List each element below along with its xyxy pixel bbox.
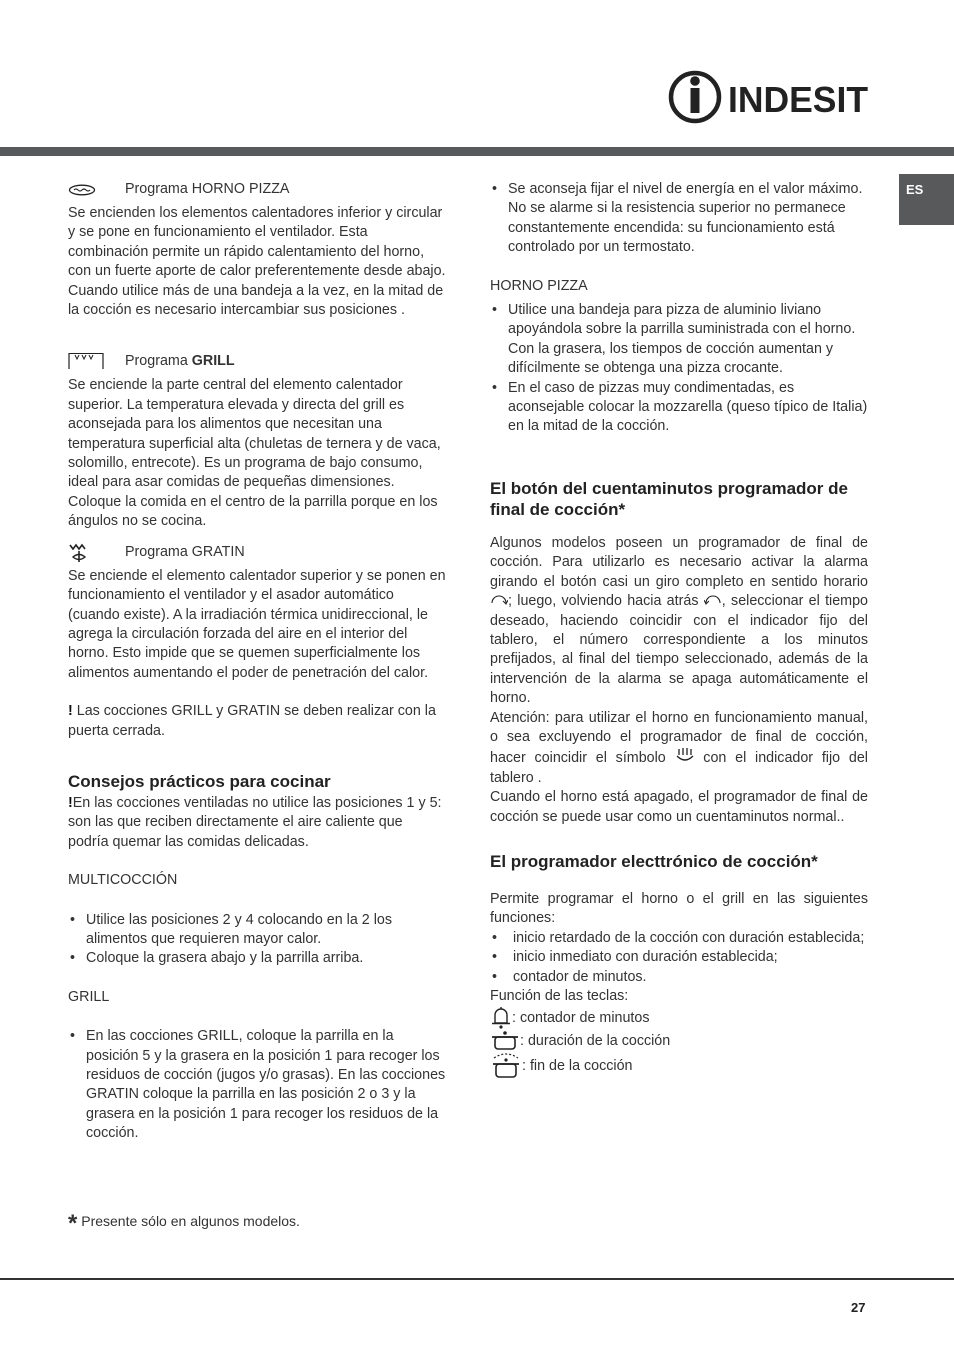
header-bar <box>0 147 954 156</box>
footer-rule <box>0 1278 954 1280</box>
brand-text: INDESIT <box>728 79 869 120</box>
electronic-title: El programador electtrónico de cocción* <box>490 851 818 871</box>
program-prefix: Programa <box>125 181 188 198</box>
pizza-tips-title: HORNO PIZZA <box>490 277 588 294</box>
footnote: * Presente sólo en algunos modelos. <box>68 1210 300 1237</box>
language-tab: ES <box>899 174 954 225</box>
list-item: • Utilice una bandeja para pizza de aluminio liviano apoyándola sobre la parrilla suministrada con el horno. Con la grasera, los tiempos de cocción aumentan y difícilmente se obtenga una pizza crocante. <box>490 301 868 379</box>
program-prefix: Programa <box>125 352 188 369</box>
program-pizza-heading <box>68 180 446 200</box>
warning-mark: ! <box>68 794 73 811</box>
program-gratin-heading <box>68 543 446 563</box>
grill-icon <box>68 352 125 370</box>
timer-paragraph-2: Atención: para utilizar el horno en funcionamiento manual, o sea excluyendo el programador de final de cocción, hacer coincidir el símbolo con el indicador fijo del tablero . <box>490 709 868 786</box>
multi-title: MULTICOCCIÓN <box>68 872 178 889</box>
list-item: • contador de minutos. <box>490 968 868 987</box>
warning-mark: ! <box>68 703 73 720</box>
electronic-list <box>490 929 868 987</box>
list-item: • Coloque la grasera abajo y la parrilla arriba. <box>68 949 446 968</box>
grill-tips-list <box>68 1027 446 1143</box>
rotate-counterclockwise-icon <box>704 593 722 608</box>
timer-title: El botón del cuentaminutos programador de final de cocción* <box>490 478 848 519</box>
keys-title: Función de las teclas: <box>490 988 629 1004</box>
pizza-icon <box>68 184 125 196</box>
left-column <box>68 180 446 1144</box>
multi-list <box>68 911 446 969</box>
key-row-timer: : contador de minutos <box>490 1006 868 1030</box>
manual-hand-icon <box>675 747 695 765</box>
pizza-description: Se encienden los elementos calentadores inferior y circular y se pone en funcionamiento el ventilador. Esta combinación permite un rápido calentamiento del horno, con un fuerte aporte de calor preferentemente desde abajo. Cuando utilice más de una bandeja a la vez, en la mitad de la cocción es necesario intercambiar sus posiciones . <box>68 205 446 319</box>
list-item: • Se aconseja fijar el nivel de energía en el valor máximo. No se alarme si la resistencia superior no permanece constantemente encendida: su funcionamiento está controlado por un termostato. <box>490 180 868 258</box>
key-row-end: : fin de la cocción <box>490 1052 868 1080</box>
grill-description: Se enciende la parte central del elemento calentador superior. La temperatura elevada y directa del grill es aconsejada para los alimentos que necesitan una temperatura superficial alta (chuletas de ternera y de vaca, solomillo, entrecote). Es un programa de bajo consumo, ideal para asar comidas de pequeñas dimensiones. Coloque la comida en el centro de la parrilla porque en los ángulos no se cocina. <box>68 377 441 530</box>
program-name: GRILL <box>191 352 235 369</box>
consejos-text: !En las cocciones ventiladas no utilice las posiciones 1 y 5: son las que reciben directamente el aire caliente que podría quemar las comidas delicadas. <box>68 794 442 850</box>
electronic-body <box>490 890 868 1080</box>
pot-end-icon <box>490 1052 522 1080</box>
rotate-clockwise-icon <box>490 593 508 608</box>
list-item: • inicio inmediato con duración establecida; <box>490 948 868 967</box>
bell-icon <box>490 1006 512 1030</box>
list-item: • En el caso de pizzas muy condimentadas, es aconsejable colocar la mozzarella (queso típico de Italia) en la mitad de la cocción. <box>490 379 868 437</box>
energy-list <box>490 180 868 258</box>
page-number: 27 <box>851 1300 866 1315</box>
program-prefix: Programa <box>125 543 188 560</box>
door-warning: ! Las cocciones GRILL y GRATIN se deben realizar con la puerta cerrada. <box>68 703 436 739</box>
grill-tips-title: GRILL <box>68 988 110 1005</box>
right-column <box>490 180 868 1080</box>
timer-body <box>490 534 868 827</box>
timer-paragraph-1: Algunos modelos poseen un programador de final de cocción. Para utilizarlo es necesario activar la alarma girando el botón casi un giro completo en sentido horario ; luego, volviendo hacia atrás , seleccionar el tiempo deseado, haciendo coincidir con el indicador fijo del tablero, el número correspondiente a los minutos prefijados, al final del tiempo seleccionado, además de la intervención de la alarma se apaga automáticamente el horno. <box>490 534 868 707</box>
list-item: • inicio retardado de la cocción con duración establecida; <box>490 929 868 948</box>
footnote-star: * <box>68 1210 78 1237</box>
gratin-description: Se enciende el elemento calentador superior y se ponen en funcionamiento el ventilador y el asador automático (cuando existe). A la irradiación térmica unidireccional, le agrega la circulación forzada del aire en el interior del horno. Esto impide que se quemen superficialmente los alimentos aumentando el poder de penetración del calor. <box>68 567 446 681</box>
indesit-logo <box>668 68 873 126</box>
timer-paragraph-3: Cuando el horno está apagado, el programador de final de cocción se puede usar como un cuentaminutos normal.. <box>490 789 868 825</box>
list-item: • Utilice las posiciones 2 y 4 colocando en la 2 los alimentos que requieren mayor calor. <box>68 911 446 950</box>
cooking-pot-icon <box>490 1030 520 1052</box>
electronic-intro: Permite programar el horno o el grill en las siguientes funciones: <box>490 890 868 927</box>
list-item: • En las cocciones GRILL, coloque la parrilla en la posición 5 y la grasera en la posición 1 para recoger los residuos de cocción (jugos y/o grasas). En las cocciones GRATIN coloque la parrilla en las posición 2 o 3 y la grasera en la posición 1 para recoger los residuos de la cocción. <box>68 1027 446 1143</box>
consejos-title: Consejos prácticos para cocinar <box>68 771 331 791</box>
key-row-duration: : duración de la cocción <box>490 1030 868 1052</box>
program-grill-heading <box>68 351 446 371</box>
gratin-icon <box>68 543 125 563</box>
program-name: GRATIN <box>191 543 245 560</box>
pizza-tips-list <box>490 301 868 437</box>
program-name: HORNO PIZZA <box>191 181 290 198</box>
